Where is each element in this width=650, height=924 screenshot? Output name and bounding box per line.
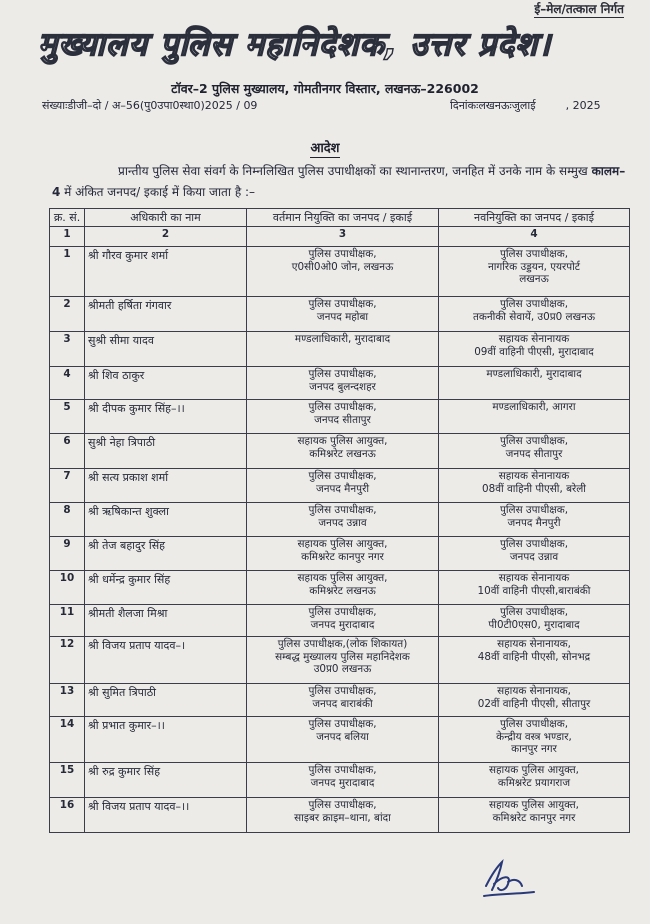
column-number: 3 — [247, 227, 439, 247]
posting-line: पुलिस उपाधीक्षक, — [308, 799, 377, 811]
posting-line: पुलिस उपाधीक्षक, — [499, 538, 569, 550]
row-officer-name: श्री प्रभात कुमार–।। — [85, 717, 247, 763]
table-row — [50, 537, 630, 571]
posting-line: लखनऊ — [519, 273, 549, 286]
row-serial: 4 — [50, 367, 85, 400]
posting-line: सहायक सेनानायक — [498, 333, 570, 345]
table-row — [50, 571, 630, 605]
row-serial: 8 — [50, 503, 85, 537]
row-officer-name: श्री गौरव कुमार शर्मा — [85, 247, 247, 297]
row-current-posting — [247, 503, 439, 537]
row-new-posting — [439, 717, 630, 763]
dispatch-note — [534, 0, 624, 17]
posting-line: कमिश्नरेट प्रयागराज — [497, 776, 571, 789]
header-current-posting: वर्तमान नियुक्ति का जनपद / इकाई — [247, 209, 439, 227]
posting-line: पुलिस उपाधीक्षक, — [308, 504, 377, 516]
row-serial: 12 — [50, 637, 85, 684]
posting-line: सहायक पुलिस आयुक्त, — [297, 572, 388, 584]
row-new-posting — [439, 605, 630, 637]
posting-line: कमिश्नरेट कानपुर नगर — [492, 811, 576, 824]
row-officer-name: श्री धर्मेन्द्र कुमार सिंह — [85, 571, 247, 605]
posting-line: सहायक सेनानायक, — [497, 685, 571, 697]
posting-line: ए0सी0ओ0 जोन, लखनऊ — [291, 260, 394, 273]
posting-line: साइबर क्राइम–थाना, बांदा — [294, 811, 391, 824]
posting-line: पुलिस उपाधीक्षक, — [308, 718, 377, 730]
row-new-posting — [439, 637, 630, 684]
row-current-posting — [247, 537, 439, 571]
posting-line: कमिश्नरेट लखनऊ — [309, 584, 376, 597]
row-officer-name: श्री रुद्र कुमार सिंह — [85, 763, 247, 798]
posting-line: मण्डलाधिकारी, मुरादाबाद — [486, 368, 582, 380]
posting-line: मण्डलाधिकारी, मुरादाबाद — [294, 333, 391, 345]
row-current-posting — [247, 684, 439, 717]
posting-line: मण्डलाधिकारी, आगरा — [492, 401, 576, 413]
posting-line: पुलिस उपाधीक्षक, — [308, 248, 377, 260]
dispatch-note-text: ई–मेल/तत्काल निर्गत — [534, 2, 624, 16]
table-row — [50, 605, 630, 637]
posting-line: 09वीं वाहिनी पीएसी, मुरादाबाद — [474, 345, 594, 358]
row-officer-name: श्री तेज बहादुर सिंह — [85, 537, 247, 571]
posting-line: जनपद सीतापुर — [314, 413, 371, 426]
row-serial: 3 — [50, 332, 85, 367]
posting-line: 48वीं वाहिनी पीएसी, सोनभद्र — [477, 650, 591, 663]
posting-line: उ0प्र0 लखनऊ — [313, 663, 372, 676]
row-officer-name: श्री सुमित त्रिपाठी — [85, 684, 247, 717]
posting-line: पुलिस उपाधीक्षक,(लोक शिकायत) — [277, 638, 408, 650]
posting-line: सहायक सेनानायक — [498, 572, 570, 584]
row-officer-name: श्रीमती हर्षिता गंगवार — [85, 297, 247, 332]
intro-text-1: प्रान्तीय पुलिस सेवा संवर्ग के निम्नलिखित पुलिस उपाधीक्षकों का स्थानान्तरण, जनहित में उनके नाम के सम्मुख — [118, 164, 592, 178]
table-row — [50, 367, 630, 400]
posting-line: जनपद मुरादाबाद — [310, 618, 375, 631]
posting-line: कानपुर नगर — [511, 743, 557, 756]
row-serial: 5 — [50, 400, 85, 434]
row-officer-name: श्री ऋषिकान्त शुक्ला — [85, 503, 247, 537]
order-intro-paragraph — [52, 161, 632, 203]
row-serial: 7 — [50, 469, 85, 503]
row-current-posting — [247, 717, 439, 763]
row-new-posting — [439, 400, 630, 434]
row-new-posting — [439, 684, 630, 717]
posting-line: 02वीं वाहिनी पीएसी, सीतापुर — [477, 697, 591, 710]
row-new-posting — [439, 332, 630, 367]
row-current-posting — [247, 571, 439, 605]
posting-line: 08वीं वाहिनी पीएसी, बरेली — [481, 482, 586, 495]
table-row — [50, 469, 630, 503]
row-current-posting — [247, 297, 439, 332]
posting-line: पुलिस उपाधीक्षक, — [499, 248, 569, 260]
posting-line: पुलिस उपाधीक्षक, — [308, 606, 377, 618]
row-officer-name: सुश्री सीमा यादव — [85, 332, 247, 367]
header-new-posting: नवनियुक्ति का जनपद / इकाई — [439, 209, 630, 227]
posting-line: सहायक पुलिस आयुक्त, — [297, 435, 388, 447]
row-new-posting — [439, 798, 630, 833]
row-serial: 13 — [50, 684, 85, 717]
posting-line: सहायक सेनानायक — [498, 470, 570, 482]
order-title — [0, 138, 650, 158]
posting-line: पुलिस उपाधीक्षक, — [308, 368, 377, 380]
posting-line: जनपद मुरादाबाद — [310, 776, 375, 789]
row-serial: 14 — [50, 717, 85, 763]
row-officer-name: सुश्री नेहा त्रिपाठी — [85, 434, 247, 469]
row-current-posting — [247, 605, 439, 637]
posting-line: सहायक पुलिस आयुक्त, — [297, 538, 388, 550]
posting-line: पुलिस उपाधीक्षक, — [499, 435, 569, 447]
row-current-posting — [247, 367, 439, 400]
table-body — [50, 247, 630, 833]
transfer-table — [49, 208, 630, 833]
posting-line: सहायक पुलिस आयुक्त, — [489, 764, 579, 776]
office-address: टॉवर–2 पुलिस मुख्यालय, गोमतीनगर विस्तार, लखनऊ–226002 — [171, 81, 479, 96]
office-headline: मुख्यालय पुलिस महानिदेशक, उत्तर प्रदेश। — [38, 25, 552, 63]
row-current-posting — [247, 332, 439, 367]
table-row — [50, 434, 630, 469]
posting-line: पुलिस उपाधीक्षक, — [308, 401, 377, 413]
row-officer-name: श्री विजय प्रताप यादव–। — [85, 637, 247, 684]
row-officer-name: श्री सत्य प्रकाश शर्मा — [85, 469, 247, 503]
row-current-posting — [247, 469, 439, 503]
row-officer-name: श्री शिव ठाकुर — [85, 367, 247, 400]
posting-line: जनपद मैनपुरी — [507, 516, 561, 529]
order-title-text: आदेश — [310, 138, 339, 158]
row-serial: 1 — [50, 247, 85, 297]
posting-line: पुलिस उपाधीक्षक, — [499, 606, 569, 618]
posting-line: जनपद बुलन्दशहर — [309, 380, 376, 393]
table-row — [50, 717, 630, 763]
column-number-row — [50, 227, 630, 247]
row-new-posting — [439, 763, 630, 798]
posting-line: जनपद सीतापुर — [505, 447, 563, 460]
row-current-posting — [247, 434, 439, 469]
header-officer-name: अधिकारी का नाम — [85, 209, 247, 227]
table-row — [50, 637, 630, 684]
table-row — [50, 332, 630, 367]
posting-line: सम्बद्ध मुख्यालय पुलिस महानिदेशक — [275, 650, 410, 663]
row-new-posting — [439, 367, 630, 400]
posting-line: जनपद मैनपुरी — [315, 482, 370, 495]
posting-line: जनपद बलिया — [316, 730, 369, 743]
posting-line: पुलिस उपाधीक्षक, — [308, 298, 377, 310]
row-current-posting — [247, 763, 439, 798]
row-new-posting — [439, 537, 630, 571]
posting-line: सहायक पुलिस आयुक्त, — [489, 799, 579, 811]
table-row — [50, 297, 630, 332]
posting-line: 10वीं वाहिनी पीएसी,बाराबंकी — [477, 584, 591, 597]
row-new-posting — [439, 434, 630, 469]
row-current-posting — [247, 247, 439, 297]
row-serial: 11 — [50, 605, 85, 637]
posting-line: पुलिस उपाधीक्षक, — [499, 504, 569, 516]
row-serial: 15 — [50, 763, 85, 798]
posting-line: जनपद उन्नाव — [318, 516, 367, 529]
posting-line: कमिश्नरेट लखनऊ — [309, 447, 376, 460]
row-officer-name: श्रीमती शैलजा मिश्रा — [85, 605, 247, 637]
posting-line: तकनीकी सेवायें, उ0प्र0 लखनऊ — [472, 310, 596, 323]
row-new-posting — [439, 469, 630, 503]
signature-mark — [478, 856, 538, 900]
posting-line: जनपद उन्नाव — [509, 550, 559, 563]
column-number: 2 — [85, 227, 247, 247]
reference-number: संख्याःडीजी–दो / अ–56(पु0उपा0स्था0)2025 / 09 — [42, 99, 258, 112]
posting-line: पुलिस उपाधीक्षक, — [308, 685, 377, 697]
row-serial: 9 — [50, 537, 85, 571]
row-officer-name: श्री दीपक कुमार सिंह–।। — [85, 400, 247, 434]
column-number: 4 — [439, 227, 630, 247]
posting-line: सहायक सेनानायक, — [497, 638, 571, 650]
row-serial: 6 — [50, 434, 85, 469]
posting-line: पुलिस उपाधीक्षक, — [308, 470, 377, 482]
table-row — [50, 400, 630, 434]
row-serial: 16 — [50, 798, 85, 833]
row-new-posting — [439, 247, 630, 297]
row-current-posting — [247, 798, 439, 833]
date-year: , 2025 — [565, 99, 601, 112]
table-row — [50, 503, 630, 537]
row-current-posting — [247, 637, 439, 684]
posting-line: कमिश्नरेट कानपुर नगर — [301, 550, 384, 563]
column-number: 1 — [50, 227, 85, 247]
header-serial: क्र. सं. — [50, 209, 85, 227]
table-header-row — [50, 209, 630, 227]
row-serial: 10 — [50, 571, 85, 605]
intro-text-2: में अंकित जनपद/ इकाई में किया जाता है :– — [60, 185, 256, 199]
posting-line: पी0टी0एस0, मुरादाबाद — [488, 618, 580, 631]
row-new-posting — [439, 503, 630, 537]
table-row — [50, 684, 630, 717]
table-row — [50, 763, 630, 798]
posting-line: पुलिस उपाधीक्षक, — [499, 298, 569, 310]
table-row — [50, 247, 630, 297]
dispatch-note-underline — [534, 17, 624, 18]
row-current-posting — [247, 400, 439, 434]
row-officer-name: श्री विजय प्रताप यादव–।। — [85, 798, 247, 833]
row-new-posting — [439, 297, 630, 332]
posting-line: पुलिस उपाधीक्षक, — [308, 764, 377, 776]
date-label: दिनांकःलखनऊःजुलाई — [450, 99, 536, 112]
posting-line: केन्द्रीय वस्त्र भण्डार, — [496, 730, 572, 743]
intro-column-ref: कालम–4 — [52, 164, 626, 199]
posting-line: जनपद बाराबंकी — [312, 697, 373, 710]
row-new-posting — [439, 571, 630, 605]
posting-line: नागरिक उड्डयन, एयरपोर्ट — [487, 260, 581, 273]
posting-line: पुलिस उपाधीक्षक, — [499, 718, 569, 730]
table-row — [50, 798, 630, 833]
date-line — [450, 98, 601, 113]
row-serial: 2 — [50, 297, 85, 332]
posting-line: जनपद महोबा — [316, 310, 369, 323]
